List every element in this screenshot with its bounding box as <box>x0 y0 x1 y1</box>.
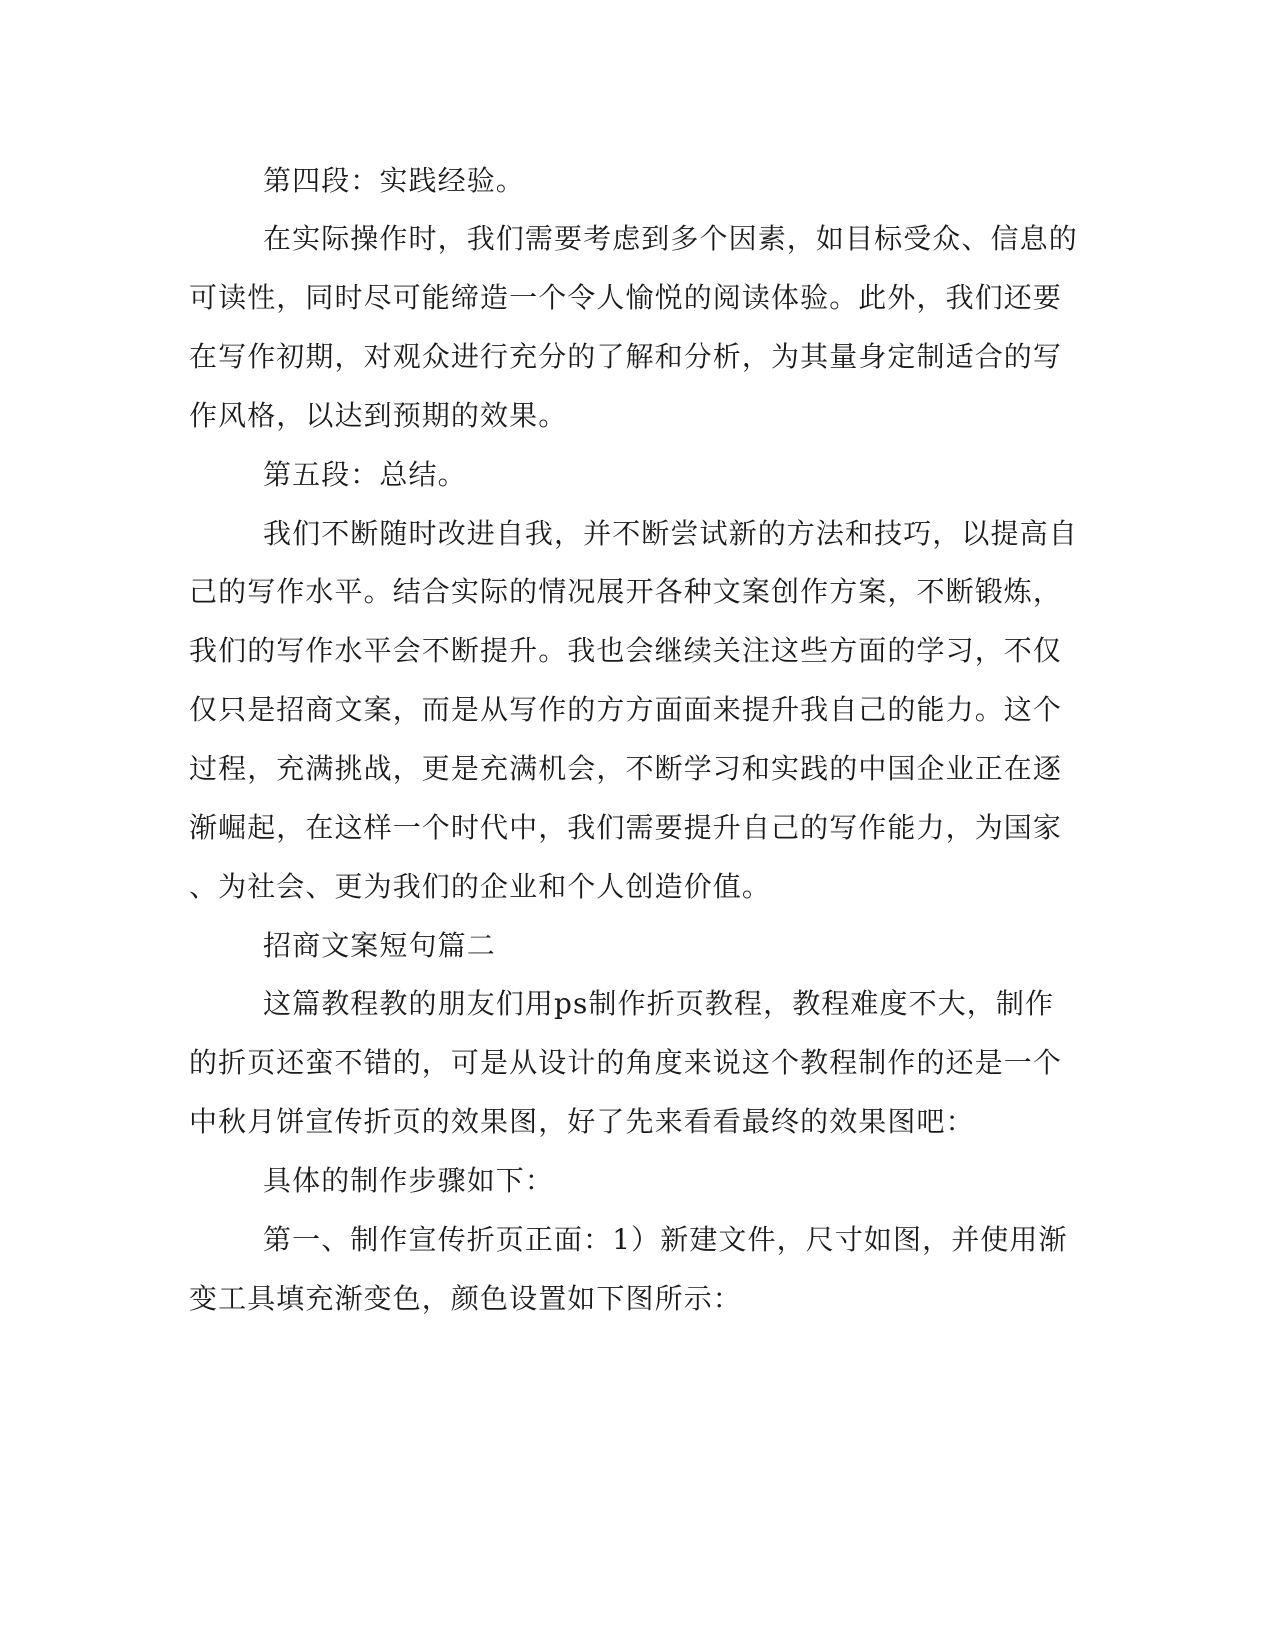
section-5-line-4: 仅只是招商文案，而是从写作的方方面面来提升我自己的能力。这个 <box>189 693 1063 726</box>
section-4-line-3: 在写作初期，对观众进行充分的了解和分析，为其量身定制适合的写 <box>189 340 1063 373</box>
section-5-line-2: 己的写作水平。结合实际的情况展开各种文案创作方案，不断锻炼， <box>189 575 1063 608</box>
section-5-line-1: 我们不断随时改进自我，并不断尝试新的方法和技巧，以提高自 <box>263 517 1078 550</box>
section-4-line-1: 在实际操作时，我们需要考虑到多个因素，如目标受众、信息的 <box>263 222 1078 255</box>
section-4-heading: 第四段：实践经验。 <box>263 164 525 197</box>
part-2-line-1: 这篇教程教的朋友们用ps制作折页教程，教程难度不大，制作 <box>263 987 1055 1020</box>
steps-heading: 具体的制作步骤如下： <box>263 1164 555 1197</box>
section-5-line-6: 渐崛起，在这样一个时代中，我们需要提升自己的写作能力，为国家 <box>189 811 1063 844</box>
section-4-line-2: 可读性，同时尽可能缔造一个令人愉悦的阅读体验。此外，我们还要 <box>189 281 1063 314</box>
step-1-line-2: 变工具填充渐变色，颜色设置如下图所示： <box>189 1282 742 1315</box>
section-5-line-7: 、为社会、更为我们的企业和个人创造价值。 <box>189 870 772 903</box>
part-2-line-3: 中秋月饼宣传折页的效果图，好了先来看看最终的效果图吧： <box>189 1105 975 1138</box>
part-2-line-2: 的折页还蛮不错的，可是从设计的角度来说这个教程制作的还是一个 <box>189 1046 1063 1079</box>
step-1-line-1: 第一、制作宣传折页正面：1）新建文件，尺寸如图，并使用渐 <box>263 1223 1068 1256</box>
section-5-line-3: 我们的写作水平会不断提升。我也会继续关注这些方面的学习，不仅 <box>189 634 1063 667</box>
section-5-heading: 第五段：总结。 <box>263 458 467 491</box>
section-5-line-5: 过程，充满挑战，更是充满机会，不断学习和实践的中国企业正在逐 <box>189 752 1063 785</box>
section-4-line-4: 作风格，以达到预期的效果。 <box>189 399 568 432</box>
part-2-title: 招商文案短句篇二 <box>263 929 496 962</box>
